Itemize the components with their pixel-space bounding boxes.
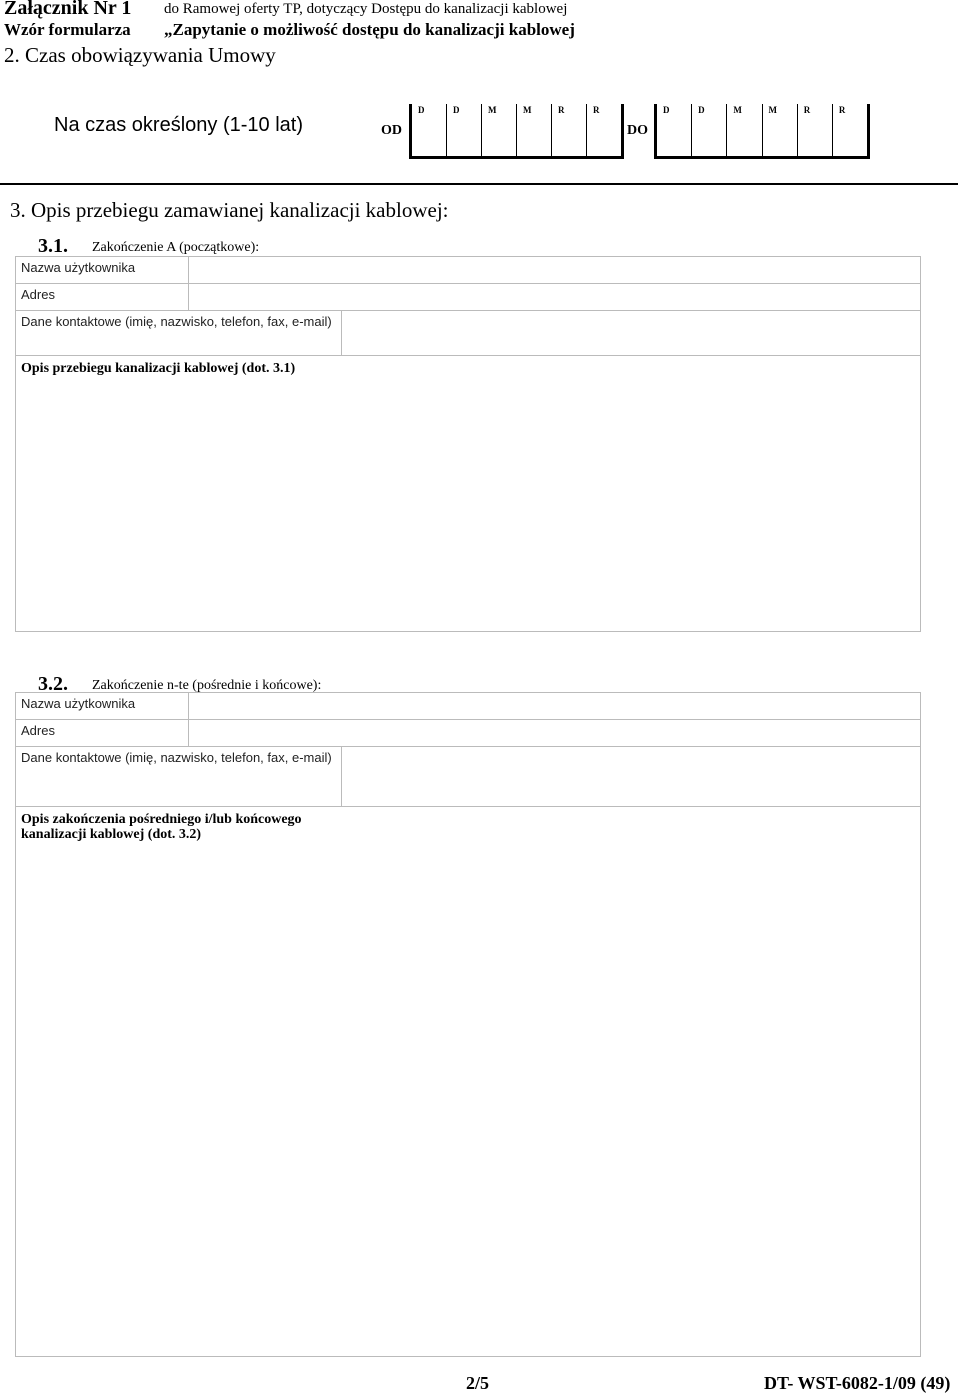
section-3-heading: 3. Opis przebiegu zamawianej kanalizacji kablowej:: [10, 198, 449, 222]
date-to-cell[interactable]: [798, 104, 833, 156]
user-name-label: Nazwa użytkownika: [21, 696, 136, 711]
period-label: Na czas określony (1-10 lat): [54, 114, 303, 136]
date-from-field[interactable]: [409, 104, 624, 159]
route-description-heading: Opis przebiegu kanalizacji kablowej (dot. 3.1): [21, 361, 296, 376]
date-format-letter: D: [698, 105, 705, 115]
date-format-letter: M: [488, 105, 497, 115]
address-label: Adres: [21, 723, 55, 738]
date-from-cell[interactable]: [412, 104, 447, 156]
section-2-heading: 2. Czas obowiązywania Umowy: [4, 43, 276, 67]
date-to-cell[interactable]: [833, 104, 867, 156]
date-to-cell[interactable]: [727, 104, 762, 156]
header-description: do Ramowej oferty TP, dotyczący Dostępu do kanalizacji kablowej: [164, 1, 568, 17]
contact-label: Dane kontaktowe (imię, nazwisko, telefon, fax, e-mail): [21, 314, 332, 329]
route-description-box-a[interactable]: [15, 355, 921, 632]
subsection-3-1-number: 3.1.: [38, 235, 68, 257]
address-input[interactable]: [189, 720, 920, 746]
date-from-cell[interactable]: [587, 104, 621, 156]
section-divider: [0, 183, 958, 185]
date-format-letter: M: [733, 105, 742, 115]
contact-row-n: [15, 746, 921, 807]
user-name-label: Nazwa użytkownika: [21, 260, 136, 275]
date-from-cell[interactable]: [517, 104, 552, 156]
address-row-n: [15, 719, 921, 747]
document-id: DT- WST-6082-1/09 (49): [764, 1373, 951, 1393]
date-format-letter: D: [663, 105, 670, 115]
subsection-3-2-number: 3.2.: [38, 673, 68, 695]
user-name-row-a: [15, 256, 921, 284]
contact-input[interactable]: [342, 747, 920, 806]
date-to-cell[interactable]: [657, 104, 692, 156]
date-format-letter: R: [593, 105, 600, 115]
date-from-cell[interactable]: [482, 104, 517, 156]
contact-label: Dane kontaktowe (imię, nazwisko, telefon, fax, e-mail): [21, 750, 332, 765]
date-format-letter: M: [523, 105, 532, 115]
user-name-input[interactable]: [189, 693, 920, 719]
form-subtitle: Wzór formularza: [4, 20, 131, 39]
date-from-cell[interactable]: [552, 104, 587, 156]
header-form-name: „Zapytanie o możliwość dostępu do kanalizacji kablowej: [164, 20, 575, 39]
date-format-letter: M: [768, 105, 778, 115]
date-format-letter: D: [418, 105, 425, 115]
date-format-letter: R: [803, 105, 811, 115]
date-format-letter: D: [453, 105, 460, 115]
from-label: OD: [381, 123, 402, 138]
to-label: DO: [627, 123, 648, 138]
page-number: 2/5: [466, 1373, 490, 1393]
contact-input[interactable]: [342, 311, 920, 355]
date-from-cell[interactable]: [447, 104, 482, 156]
user-name-input[interactable]: [189, 257, 920, 283]
date-format-letter: R: [838, 105, 846, 115]
subsection-3-2-title: Zakończenie n-te (pośrednie i końcowe):: [92, 678, 322, 693]
date-to-cell[interactable]: [692, 104, 727, 156]
date-format-letter: R: [558, 105, 565, 115]
contact-row-a: [15, 310, 921, 356]
date-to-cell[interactable]: [763, 104, 798, 156]
date-to-field[interactable]: [654, 104, 870, 159]
address-label: Adres: [21, 287, 55, 302]
address-input[interactable]: [189, 284, 920, 310]
address-row-a: [15, 283, 921, 311]
endpoint-description-box-n[interactable]: [15, 806, 921, 1357]
subsection-3-1-title: Zakończenie A (początkowe):: [92, 240, 260, 255]
endpoint-description-heading: Opis zakończenia pośredniego i/lub końcowego kanalizacji kablowej (dot. 3.2): [21, 812, 302, 842]
annex-title: Załącznik Nr 1: [4, 0, 132, 19]
user-name-row-n: [15, 692, 921, 720]
